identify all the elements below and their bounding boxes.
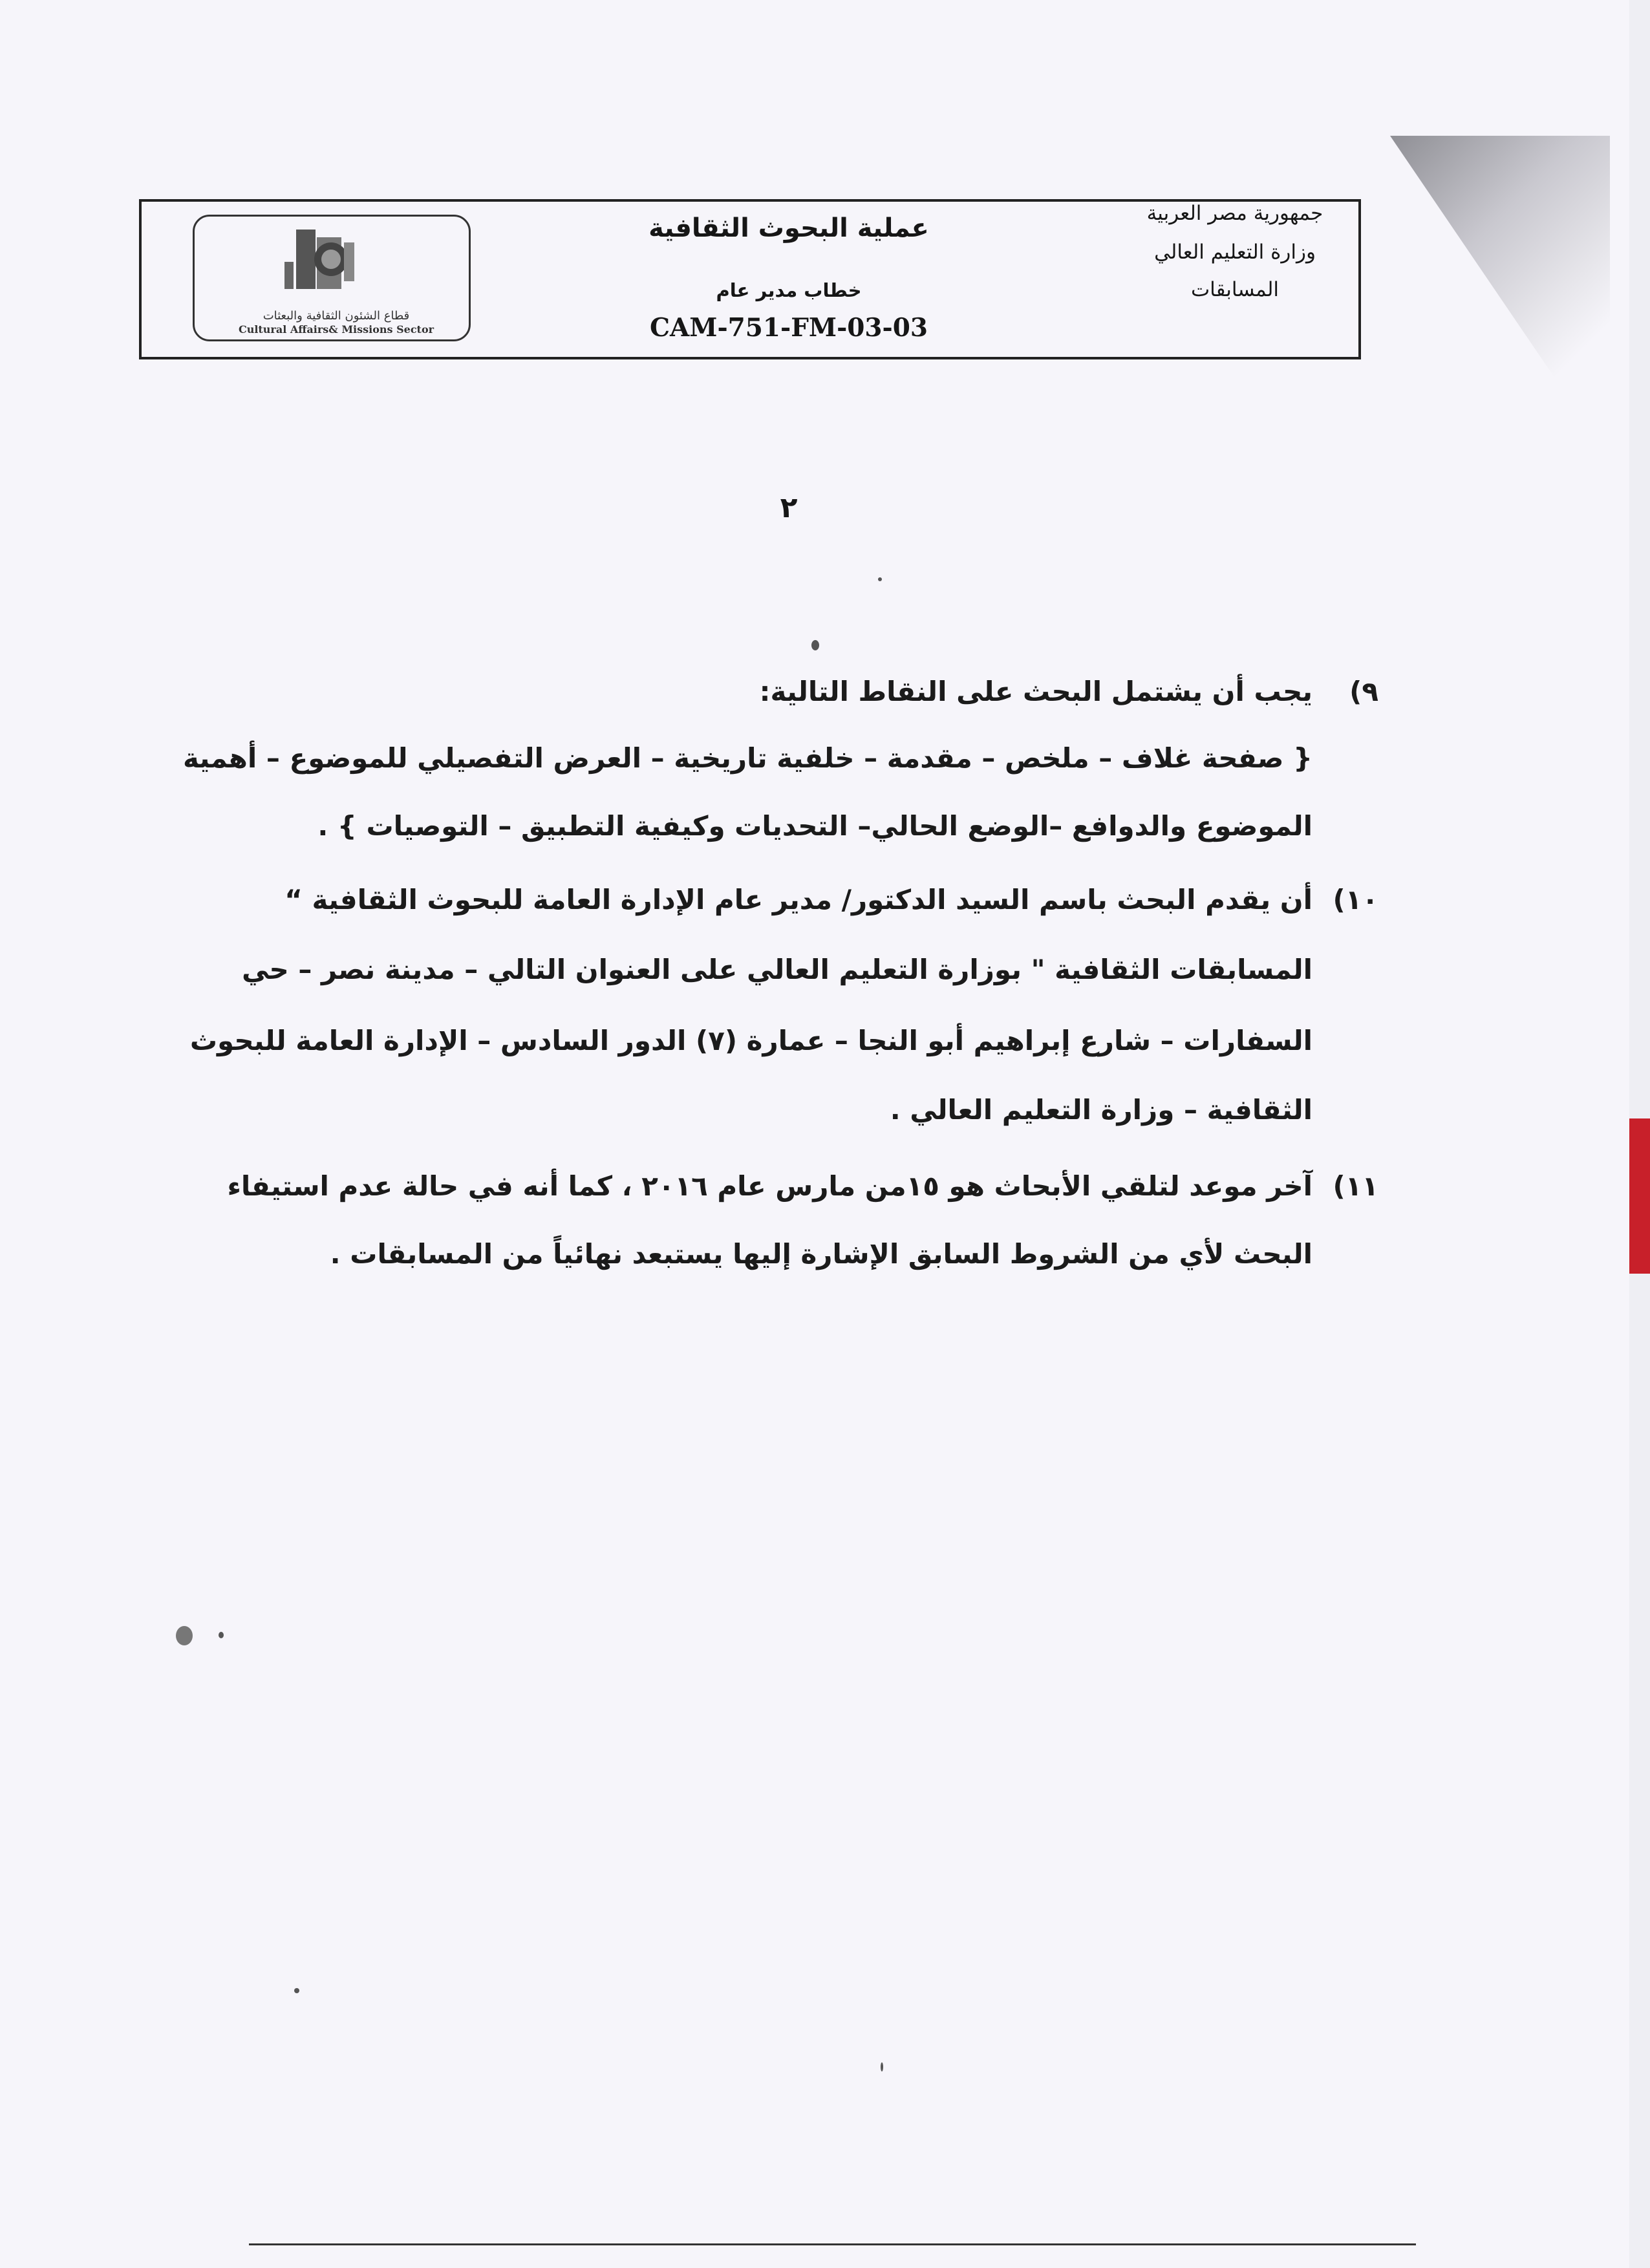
scan-speck [881, 2062, 883, 2071]
scan-speck [878, 577, 882, 581]
item-line: يجب أن يشتمل البحث على النقاط التالية: [759, 676, 1312, 707]
footer-rule [249, 2243, 1416, 2245]
document-title: عملية البحوث الثقافية [648, 213, 929, 243]
issuer-line-3: المسابقات [1190, 278, 1280, 301]
item-line: المسابقات الثقافية " بوزارة التعليم العالي على العنوان التالي – مدينة نصر – حي [242, 954, 1312, 985]
logo-caption-arabic: قطاع الشئون الثقافية والبعثات [262, 309, 410, 323]
red-tab-marker [1629, 1118, 1650, 1274]
document-subtitle: خطاب مدير عام [716, 279, 862, 301]
logo-caption-english: Cultural Affairs& Missions Sector [238, 323, 434, 336]
item-line: السفارات – شارع إبراهيم أبو النجا – عمارة (٧) الدور السادس – الإدارة العامة للبحوث [189, 1025, 1312, 1056]
scan-speck [294, 1988, 299, 1993]
item-line: { صفحة غلاف – ملخص – مقدمة – خلفية تاريخية – العرض التفصيلي للموضوع – أهمية [183, 742, 1312, 774]
item-line: آخر موعد لتلقي الأبحاث هو ١٥من مارس عام ٢٠١٦ ، كما أنه في حالة عدم استيفاء [227, 1170, 1312, 1202]
page-number: ٢ [780, 491, 798, 524]
issuer-line-1: جمهورية مصر العربية [1146, 202, 1323, 225]
item-number: ١٠) [1333, 884, 1378, 915]
item-line: البحث لأي من الشروط السابق الإشارة إليها يستبعد نهائياً من المسابقات . [330, 1238, 1312, 1270]
item-line: الثقافية – وزارة التعليم العالي . [890, 1094, 1312, 1126]
scan-speck [811, 640, 819, 650]
emblem-icon [272, 223, 369, 301]
item-number: ١١) [1333, 1170, 1378, 1202]
form-code: CAM-751-FM-03-03 [649, 313, 928, 343]
scan-speck [176, 1626, 193, 1645]
issuer-line-2: وزارة التعليم العالي [1154, 241, 1316, 264]
item-line: الموضوع والدوافع –الوضع الحالي– التحديات وكيفية التطبيق – التوصيات } . [317, 810, 1312, 842]
item-line: أن يقدم البحث باسم السيد الدكتور/ مدير عام الإدارة العامة للبحوث الثقافية “ [284, 884, 1312, 915]
item-number: ٩) [1349, 676, 1378, 707]
scan-speck [219, 1632, 224, 1638]
